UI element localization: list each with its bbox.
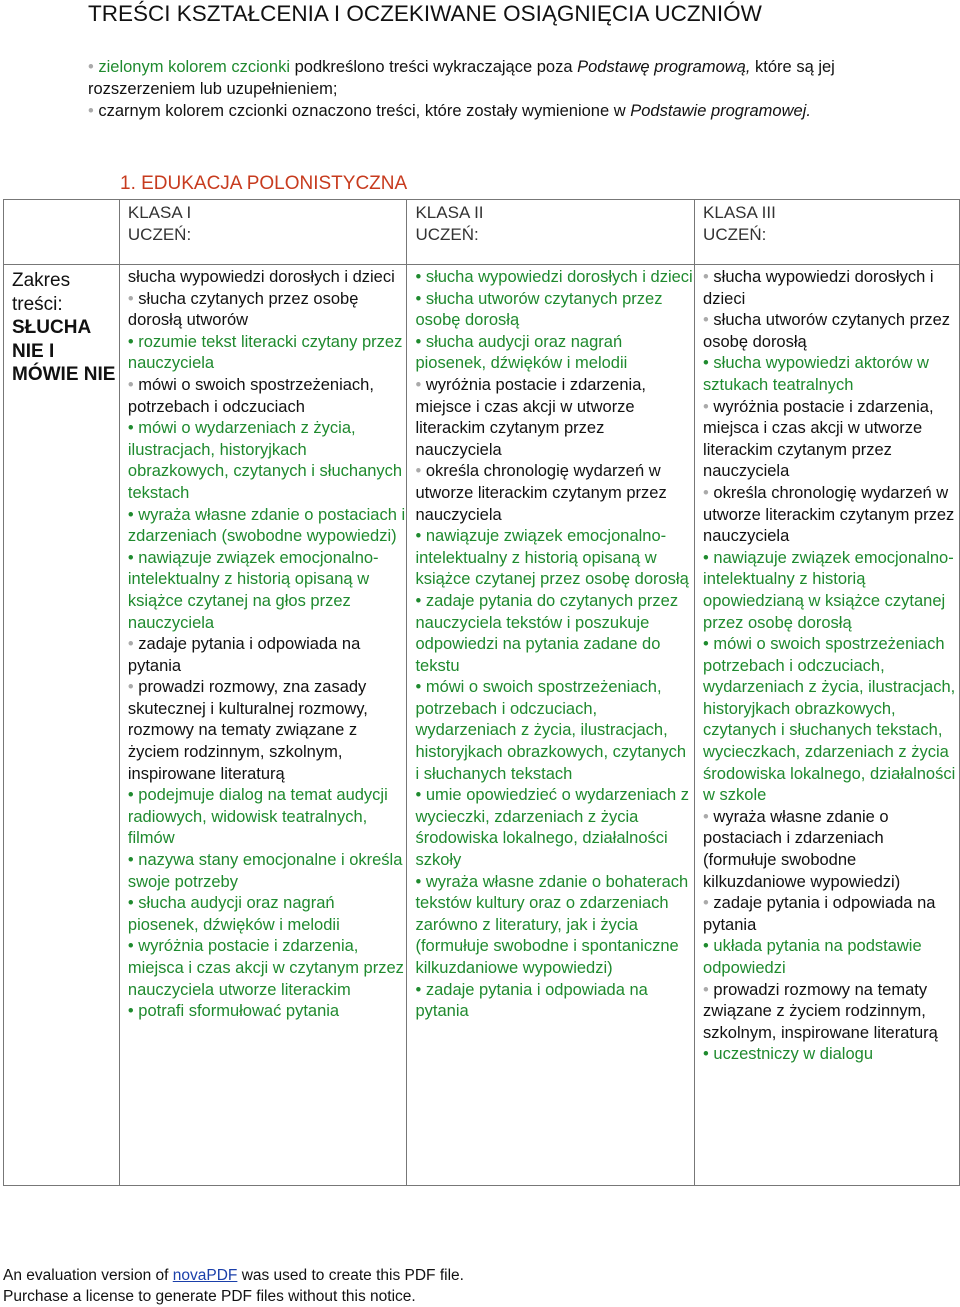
footer-notice [3, 1265, 464, 1307]
list-item-text: słucha wypowiedzi dorosłych i dzieci [127, 268, 395, 286]
list-item-text: słucha audycji oraz nagrań piosenek, dźwięków i melodii [415, 332, 628, 373]
section-heading: 1. EDUKACJA POLONISTYCZNA [120, 173, 408, 194]
list-item [128, 634, 407, 677]
bullet: • [703, 937, 709, 956]
list-item [415, 289, 694, 332]
list-item [128, 893, 407, 936]
list-item [415, 677, 694, 785]
bullet: • [703, 980, 709, 999]
bullet: • [415, 786, 422, 805]
list-item-text: mówi o swoich spostrzeżeniach, potrzebach i odczuciach [127, 375, 374, 416]
list-item-text: wyraża własne zdanie o postaciach i zdarzeniach (swobodne wypowiedzi) [127, 505, 406, 546]
header-klasa-2 [407, 200, 695, 265]
bullet: • [703, 397, 709, 416]
list-item [128, 936, 407, 1001]
legend [88, 56, 878, 122]
list-item [703, 807, 959, 893]
bullet: • [415, 332, 422, 351]
klasa-2-content [407, 265, 695, 1186]
bullet: • [415, 289, 422, 308]
header-empty-cell [4, 200, 120, 265]
bullet: • [703, 311, 709, 330]
uczen-label: UCZEŃ: [703, 225, 767, 244]
list-item-text: wyróżnia postacie i zdarzenia, miejsca i czas akcji w czytanym przez nauczyciela utworze literackim [127, 937, 404, 999]
list-item [703, 1044, 959, 1066]
bullet: • [415, 980, 422, 999]
list-item [703, 634, 959, 807]
bullet: • [415, 591, 422, 610]
legend-line-green [88, 56, 878, 100]
bullet: • [415, 268, 422, 286]
list-item-text: zadaje pytania i odpowiada na pytania [127, 635, 361, 675]
list-item [128, 289, 407, 332]
list-item-text: prowadzi rozmowy na tematy związane z życiem rodzinnym, szkolnym, inspirowane literaturą [703, 980, 938, 1042]
bullet: • [415, 527, 422, 546]
list-item-text: uczestniczy w dialogu [713, 1045, 873, 1064]
list-item [415, 591, 694, 677]
list-item-text: zadaje pytania do czytanych przez nauczyciela tekstów i poszukuje odpowiedzi na pytania zadane do tekstu [415, 591, 679, 675]
list-item [128, 677, 407, 785]
bullet: • [127, 851, 134, 870]
bullet: • [415, 678, 422, 697]
bullet: • [127, 1002, 134, 1021]
list-item-text: układa pytania na podstawie odpowiedzi [703, 937, 922, 977]
list-item [128, 418, 407, 504]
bullet: • [703, 894, 709, 913]
bullet: • [703, 483, 709, 502]
list-item [415, 332, 694, 375]
bullet: • [703, 1045, 709, 1064]
list-item [703, 483, 959, 548]
list-item [415, 872, 694, 980]
klasa-label: KLASA II [415, 203, 484, 222]
list-item [128, 850, 407, 893]
bullet: • [127, 894, 134, 913]
list-item [703, 267, 959, 310]
list-item [128, 785, 407, 850]
uczen-label: UCZEŃ: [415, 225, 479, 244]
list-item [128, 375, 407, 418]
page-title: TREŚCI KSZTAŁCENIA I OCZEKIWANE OSIĄGNIĘCIA UCZNIÓW [88, 1, 762, 26]
list-item-text: wyróżnia postacie i zdarzenia, miejsce i czas akcji w utworze literackim czytanym przez nauczyciela [415, 375, 646, 459]
list-item [415, 375, 694, 461]
table-header-row [4, 200, 960, 265]
list-item [128, 332, 407, 375]
list-item-text: słucha utworów czytanych przez osobę dorosłą [415, 289, 663, 330]
list-item-text: umie opowiedzieć o wydarzeniach z wycieczki, zdarzeniach z życia środowiska lokalnego, działalności szkoły [415, 786, 690, 870]
list-item [128, 548, 407, 634]
curriculum-table [3, 199, 960, 1186]
legend-text: czarnym kolorem czcionki oznaczono treści, które zostały wymienione w [98, 102, 626, 120]
list-item-text: prowadzi rozmowy, zna zasady skutecznej i kulturalnej rozmowy, rozmowy na tematy związane z życiem rodzinnym, szkolnym, inspirowane literaturą [127, 678, 368, 783]
list-item [703, 980, 959, 1045]
list-item [415, 980, 694, 1023]
footer-line-2: Purchase a license to generate PDF files without this notice. [3, 1288, 416, 1305]
header-klasa-3 [695, 200, 960, 265]
list-item [415, 267, 694, 289]
legend-italic: Podstawie programowej. [630, 102, 811, 120]
list-item-text: podejmuje dialog na temat audycji radiowych, widowisk teatralnych, filmów [127, 786, 388, 848]
list-item [703, 548, 959, 634]
bullet: • [127, 786, 134, 805]
bullet: • [127, 419, 134, 438]
bullet: • [703, 635, 709, 654]
legend-text-cont: które są jej rozszerzeniem lub uzupełnieniem; [88, 58, 835, 98]
list-item [703, 310, 959, 353]
bullet: • [415, 375, 422, 394]
zakres-topic: SŁUCHA NIE I MÓWIE NIE [12, 317, 116, 385]
bullet: • [127, 678, 134, 697]
bullet: • [703, 268, 709, 286]
bullet: • [88, 102, 94, 120]
list-item-text: nawiązuje związek emocjonalno-intelektualny z historią opowiedzianą w książce czytanej przez osobę dorosłą [703, 548, 954, 632]
bullet: • [127, 548, 134, 567]
list-item-text: słucha wypowiedzi dorosłych i dzieci [425, 268, 693, 286]
novapdf-link[interactable]: novaPDF [172, 1267, 238, 1284]
list-item [128, 267, 407, 289]
list-item-text: mówi o wydarzeniach z życia, ilustracjach, historyjkach obrazkowych, czytanych i słuchanych tekstach [127, 419, 403, 502]
list-item-text: słucha czytanych przez osobę dorosłą utworów [127, 289, 359, 330]
footer-line-1 [3, 1265, 464, 1286]
bullet: • [127, 332, 134, 351]
legend-text: podkreślono treści wykraczające poza [294, 58, 573, 76]
legend-line-black [88, 100, 878, 122]
zakres-cell [4, 265, 120, 1186]
bullet: • [127, 635, 134, 654]
bullet: • [703, 354, 709, 373]
klasa-label: KLASA III [703, 203, 776, 222]
bullet: • [127, 937, 134, 956]
list-item-text: słucha utworów czytanych przez osobę dorosłą [703, 311, 951, 351]
klasa-1-content [119, 265, 407, 1186]
bullet: • [415, 872, 422, 891]
list-item [703, 936, 959, 979]
bullet: • [703, 807, 709, 826]
list-item-text: słucha wypowiedzi aktorów w sztukach teatralnych [703, 354, 929, 394]
list-item-text: mówi o swoich spostrzeżeniach potrzebach i odczuciach, wydarzeniach z życia, ilustracjach, historyjkach obrazkowych, czytanych i słuchanych tekstach, wycieczkach, zdarzeniach z życia środowiska lokalnego, działalności w szkole [703, 635, 956, 805]
list-item-text: słucha wypowiedzi dorosłych i dzieci [703, 268, 934, 308]
klasa-label: KLASA I [127, 203, 192, 222]
header-klasa-1 [119, 200, 407, 265]
list-item [128, 1001, 407, 1023]
list-item-text: potrafi sformułować pytania [138, 1002, 340, 1021]
list-item-text: słucha audycji oraz nagrań piosenek, dźwięków i melodii [127, 894, 340, 934]
list-item [415, 526, 694, 591]
list-item-text: nawiązuje związek emocjonalno-intelektualny z historią opisaną w książce czytanej na głos przez nauczyciela [127, 548, 379, 632]
bullet: • [88, 58, 94, 76]
list-item-text: wyróżnia postacie i zdarzenia, miejsca i czas akcji w utworze literackim czytanym przez nauczyciela [703, 397, 934, 481]
list-item-text: mówi o swoich spostrzeżeniach, potrzebach i odczuciach, wydarzeniach z życia, ilustracjach, historyjkach obrazkowych, czytanych i słuchanych tekstach [415, 678, 686, 783]
zakres-label: Zakres treści: [12, 270, 71, 315]
bullet: • [415, 462, 422, 481]
footer-text: was used to create this PDF file. [241, 1267, 464, 1284]
list-item [703, 893, 959, 936]
uczen-label: UCZEŃ: [127, 225, 192, 244]
list-item-text: określa chronologię wydarzeń w utworze literackim czytanym przez nauczyciela [415, 462, 667, 524]
list-item [703, 353, 959, 396]
list-item [128, 505, 407, 548]
list-item-text: nazywa stany emocjonalne i określa swoje potrzeby [127, 851, 403, 891]
bullet: • [127, 289, 134, 308]
list-item-text: określa chronologię wydarzeń w utworze literackim czytanym przez nauczyciela [703, 483, 955, 546]
legend-green-text: zielonym kolorem czcionki [98, 58, 291, 76]
list-item [703, 397, 959, 483]
bullet: • [703, 548, 709, 567]
legend-italic: Podstawę programową, [577, 58, 751, 76]
list-item [415, 461, 694, 526]
list-item-text: wyraża własne zdanie o bohaterach tekstów kultury oraz o zdarzeniach zarówno z literatury, jak i życia (formułuje swobodne i spontaniczne kilkuzdaniowe wypowiedzi) [415, 872, 689, 977]
list-item-text: wyraża własne zdanie o postaciach i zdarzeniach (formułuje swobodne kilkuzdaniowe wypowiedzi) [703, 807, 901, 891]
bullet: • [127, 505, 134, 524]
list-item-text: nawiązuje związek emocjonalno-intelektualny z historią opisaną w książce czytanej przez osobę dorosłą [415, 527, 689, 589]
list-item-text: zadaje pytania i odpowiada na pytania [703, 894, 936, 934]
klasa-3-content [695, 265, 960, 1186]
list-item-text: zadaje pytania i odpowiada na pytania [415, 980, 648, 1021]
list-item-text: rozumie tekst literacki czytany przez nauczyciela [127, 332, 403, 373]
list-item [415, 785, 694, 871]
bullet: • [127, 375, 134, 394]
table-content-row [4, 265, 960, 1186]
footer-text: An evaluation version of [3, 1267, 169, 1284]
